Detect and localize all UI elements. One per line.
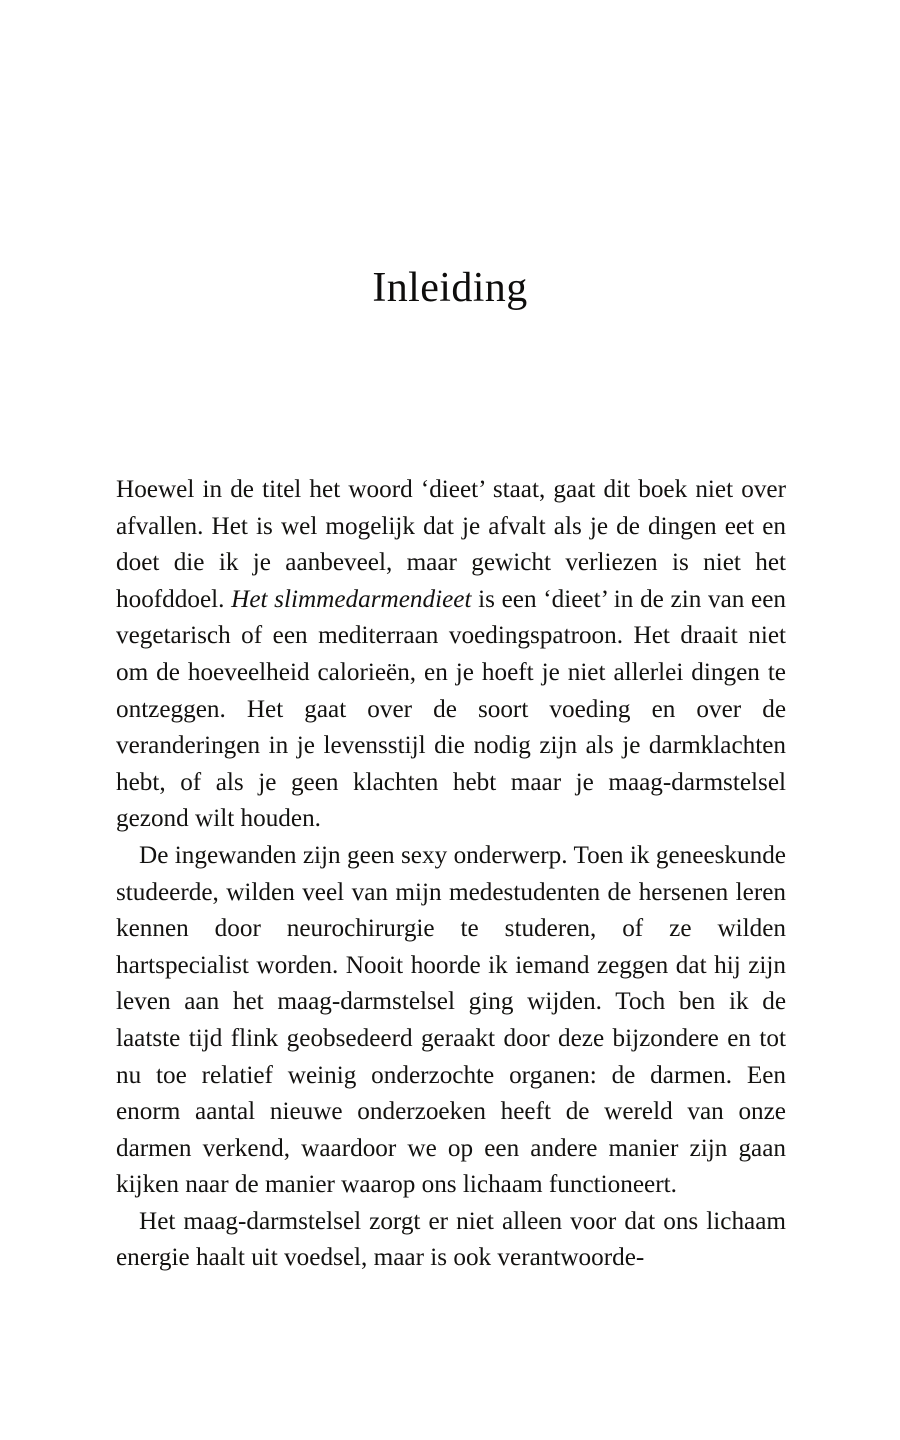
paragraph: De ingewanden zijn geen sexy onderwerp. Toen ik geneeskunde studeerde, wilden veel van mijn medestudenten de hersenen leren kennen door neurochirurgie te studeren, of ze wilden hartspecialist worden. Nooit hoorde ik iemand zeggen dat hij zijn leven aan het maag-darmstelsel ging wijden. Toch ben ik de laatste tijd flink geobsedeerd geraakt door deze bijzondere en tot nu toe relatief weinig onderzochte organen: de darmen. Een enorm aantal nieuwe onderzoeken heeft de wereld van onze darmen verkend, waardoor we op een andere manier zijn gaan kijken naar de manier waarop ons lichaam functioneert.: [116, 841, 786, 1199]
book-title-italic: Het slimmedarmendieet: [231, 585, 472, 613]
paragraph: Het maag-darmstelsel zorgt er niet alleen voor dat ons lichaam energie haalt uit voedsel, maar is ook verantwoorde-: [116, 1207, 786, 1272]
paragraph: Hoewel in de titel het woord ‘dieet’ staat, gaat dit boek niet over afvallen. Het is wel mogelijk dat je afvalt als je de dingen eet en doet die ik je aanbeveel, maar gewicht verliezen is niet het hoofddoel. Het slimmedarmendieet is een ‘dieet’ in de zin van een vegetarisch of een mediterraan voedingspatroon. Het draait niet om de hoeveelheid calorieën, en je hoeft je niet allerlei dingen te ontzeggen. Het gaat over de soort voeding en over de veranderingen in je levensstijl die nodig zijn als je darmklachten hebt, of als je geen klachten hebt maar je maag-darmstelsel gezond wilt houden.: [116, 476, 786, 833]
chapter-title: Inleiding: [372, 265, 528, 312]
body-text-block: [116, 472, 786, 1277]
